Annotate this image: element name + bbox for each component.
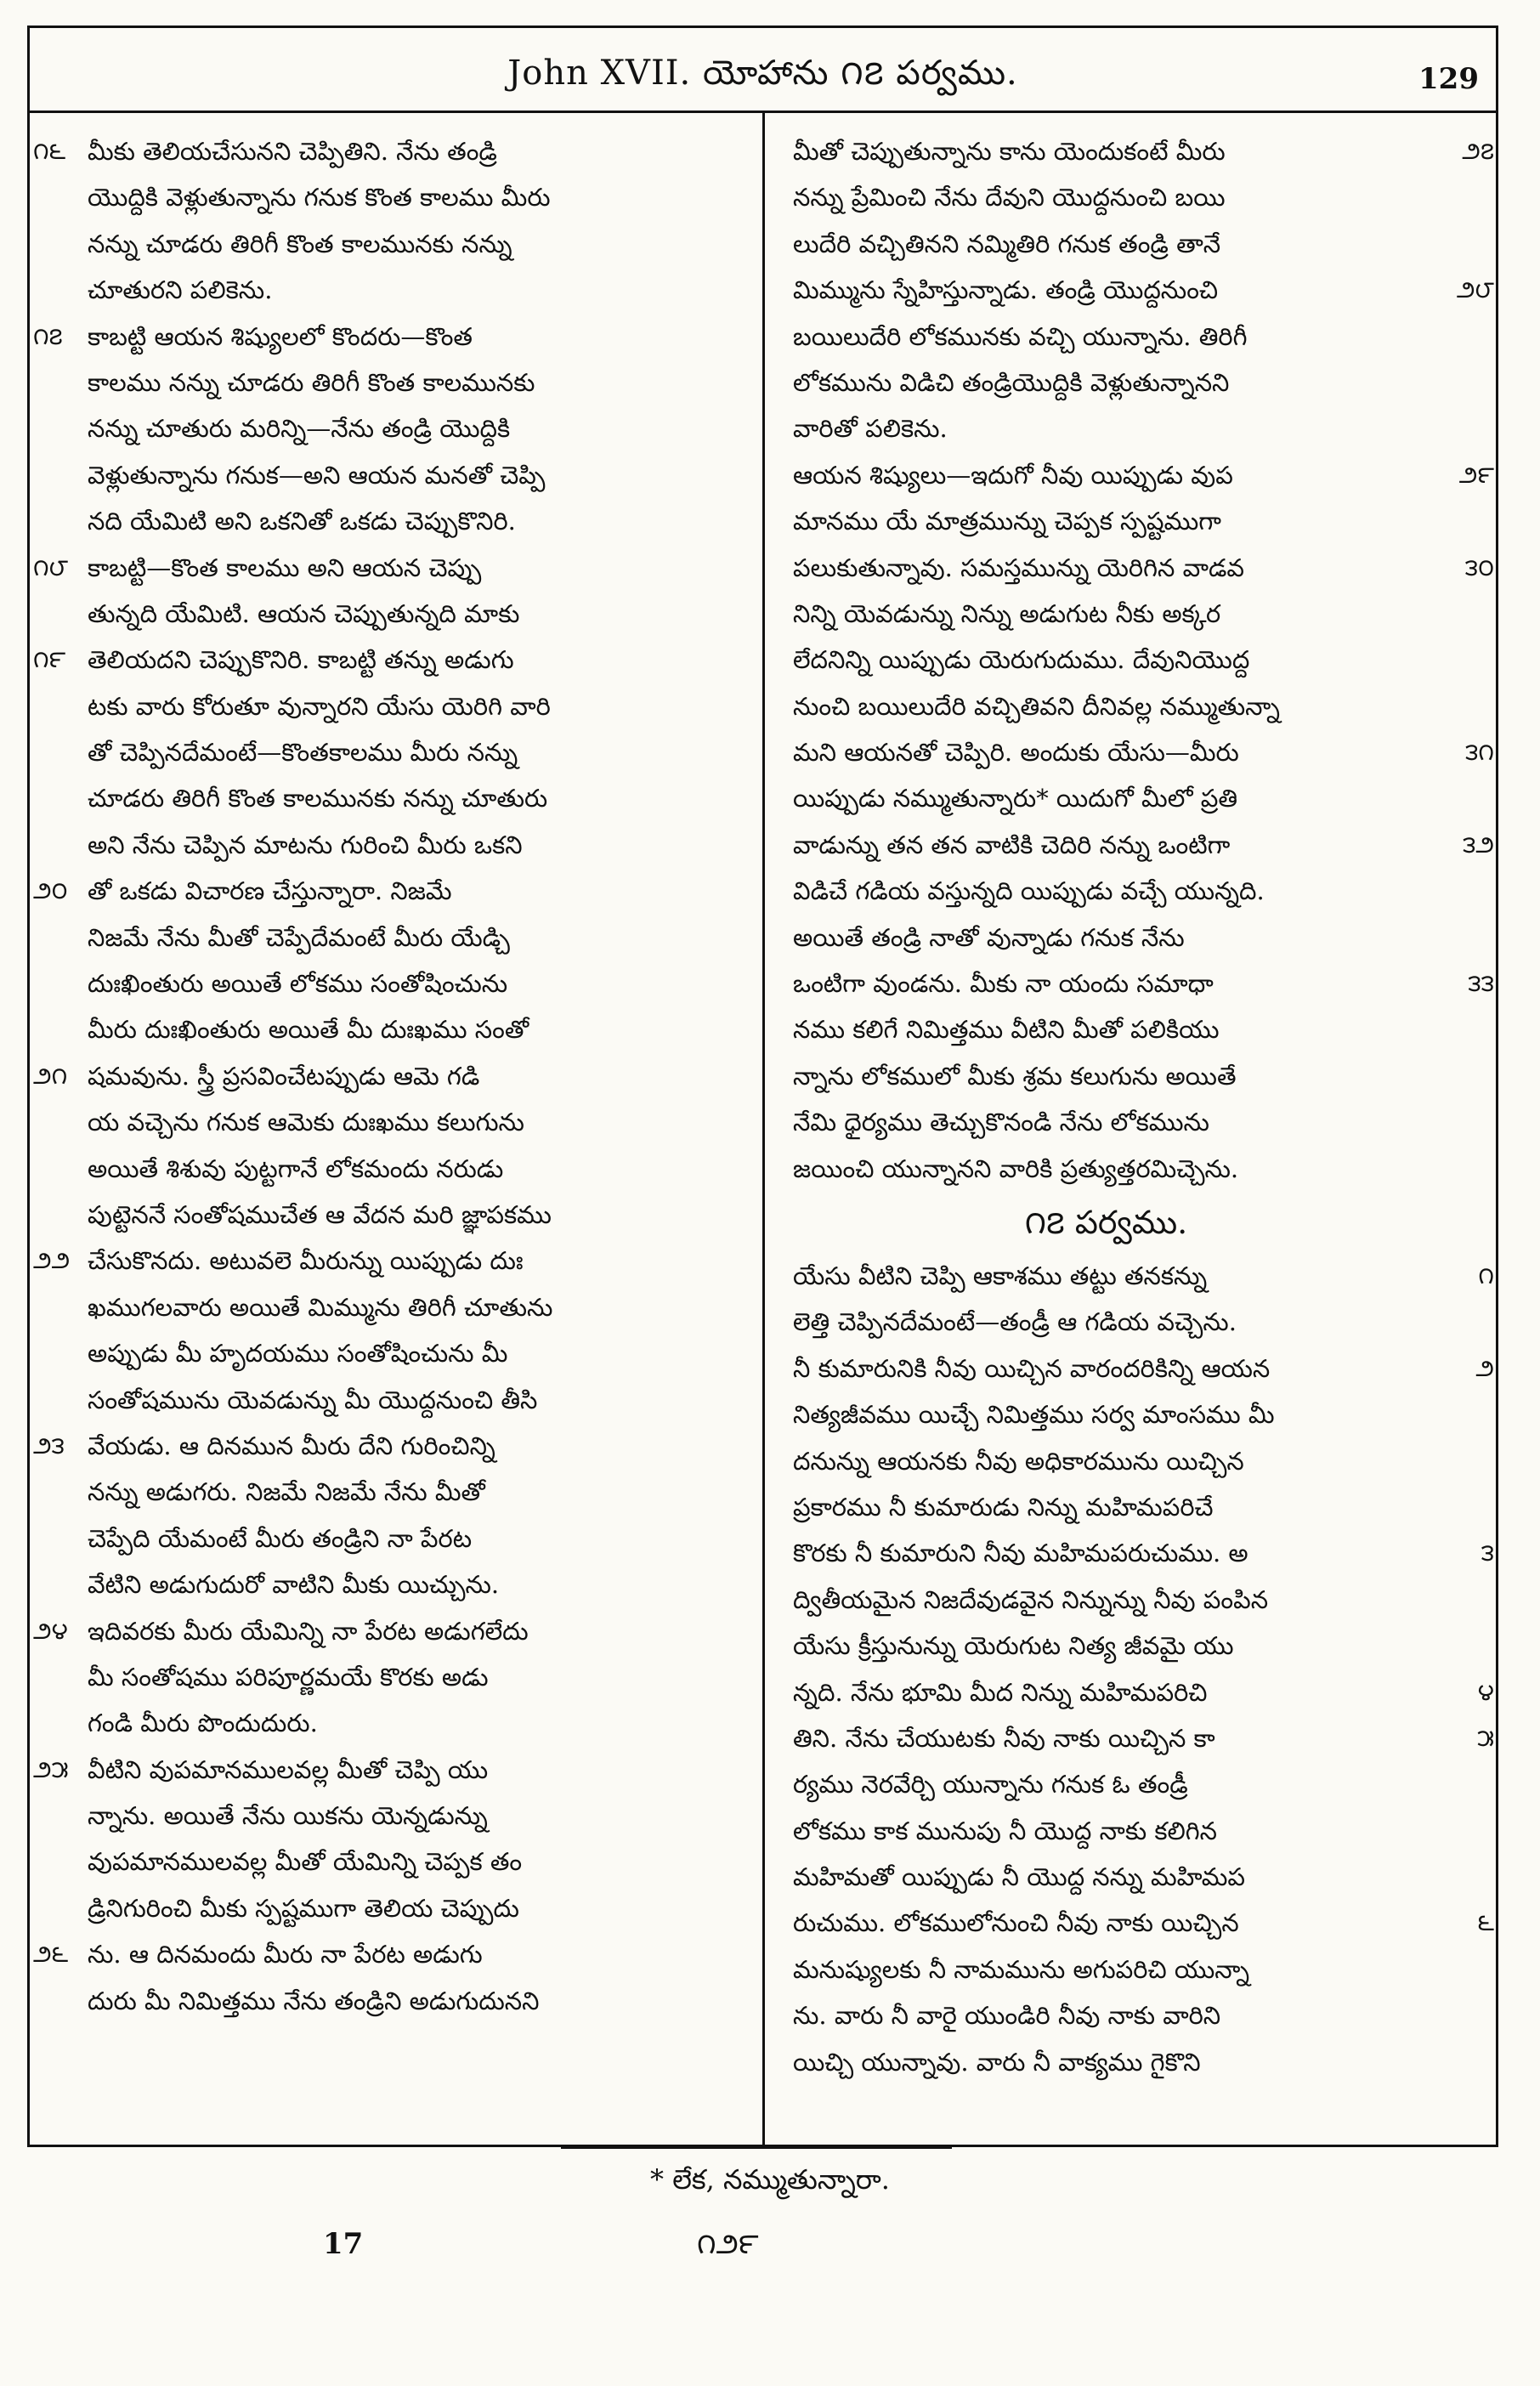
text-line (88, 961, 710, 1006)
text-line (88, 267, 710, 313)
line-text: మనుష్యులకు నీ నామమును అగుపరిచి యున్నా (793, 1954, 1249, 1984)
line-text: నుంచి బయిలుదేరి వచ్చితివని దీనివల్ల నమ్ముతున్నా (793, 691, 1280, 721)
line-text: యిప్పుడు నమ్ముతున్నారు* యిదుగో మీలో ప్రతి (793, 784, 1238, 813)
line-text: నది యేమిటి అని ఒకనితో ఒకడు చెప్పుకొనిరి. (88, 507, 516, 536)
line-text: ప్రకారము నీ కుమారుడు నిన్ను మహిమపరిచే (793, 1492, 1214, 1522)
verse-number: ౨ (1475, 1353, 1494, 1382)
text-line (793, 729, 1494, 775)
line-text: వాడున్ను తన తన వాటికి చెదిరి నన్ను ఒంటిగా (793, 830, 1231, 859)
text-line (88, 360, 710, 405)
line-text: నన్ను ప్రేమించి నేను దేవుని యొద్దనుంచి బయి (793, 183, 1226, 213)
line-text: కాబట్టి ఆయన శిష్యులలో కొందరు—కొంత (88, 321, 473, 351)
left-column (30, 113, 765, 2145)
line-text: ఆయన శిష్యులు—ఇదుగో నీవు యిప్పుడు వుప (793, 460, 1233, 490)
line-text: నిన్ని యెవడున్ను నిన్ను అడుగుట నీకు అక్కర (793, 598, 1221, 628)
line-text: ఇదివరకు మీరు యేమిన్ని నా పేరట అడుగలేదు (88, 1616, 529, 1646)
line-text: వుపమానములవల్ల మీతో యేమిన్ని చెప్పక తం (88, 1847, 523, 1877)
text-line (33, 1931, 710, 1977)
verse-number: ౩ (1481, 1539, 1494, 1567)
text-line (793, 868, 1419, 914)
text-line (793, 1053, 1419, 1099)
line-text: మని ఆయనతో చెప్పిరి. అందుకు యేసు—మీరు (793, 738, 1239, 768)
text-line (793, 1900, 1494, 1946)
line-text: అయితే తండ్రి నాతో వున్నాడు గనుక నేను (793, 922, 1185, 952)
verse-number: ౩౨ (1463, 830, 1494, 859)
line-text: వీటిని వుపమానములవల్ల మీతో చెప్పి యు (88, 1754, 489, 1784)
line-text: మీరు దుఃఖింతురు అయితే మీ దుఃఖము సంతో (88, 1015, 529, 1045)
line-text: యిచ్చి యున్నావు. వారు నీ వాక్యము గైకొని (793, 2047, 1201, 2077)
text-line (33, 1053, 710, 1099)
line-text: లేదనిన్ని యిప్పుడు యెరుగుదుము. దేవునియొద్ద (793, 645, 1250, 675)
line-text: న్నాను. అయితే నేను యికను యెన్నడున్ను (88, 1801, 488, 1831)
text-line (33, 314, 710, 360)
line-text: వెళ్లుతున్నాను గనుక—అని ఆయన మనతో చెప్పి (88, 460, 546, 490)
line-text: ను. వారు నీ వారై యుండిరి నీవు నాకు వారిని (793, 2001, 1221, 2031)
line-text: పుట్టెననే సంతోషముచేత ఆ వేదన మరి జ్ఞాపకము (88, 1199, 552, 1229)
text-line (88, 1377, 710, 1423)
line-text: డ్రినిగురించి మీకు స్పష్టముగా తెలియ చెప్పుదు (88, 1893, 519, 1923)
line-text: చూడరు తిరిగీ కొంత కాలమునకు నన్ను చూతురు (88, 784, 548, 813)
running-title: John XVII. యోహాను ౧౭ పర్వము. (507, 54, 1018, 93)
text-line (793, 1346, 1494, 1391)
text-line (88, 405, 710, 451)
text-line (793, 1715, 1494, 1761)
text-line (88, 591, 710, 637)
verse-number: ౧ (1478, 1261, 1494, 1289)
line-text: లోకమును విడిచి తండ్రియొద్దికి వెళ్లుతున్నానని (793, 367, 1230, 397)
right-column (767, 113, 1496, 2145)
line-text: నన్ను చూడరు తిరిగీ కొంత కాలమునకు నన్ను (88, 229, 512, 258)
line-text: నము కలిగే నిమిత్తము వీటిని మీతో పలికియు (793, 1015, 1220, 1045)
line-text: నీ కుమారునికి నీవు యిచ్చిన వారందరికిన్ని ఆయన (793, 1353, 1271, 1383)
text-line (33, 128, 710, 174)
text-line (88, 1192, 710, 1238)
line-text: కాలము నన్ను చూడరు తిరిగీ కొంత కాలమునకు (88, 367, 535, 397)
text-line (793, 961, 1494, 1006)
verse-number: ౨౩ (33, 1431, 65, 1459)
text-line (88, 822, 710, 868)
line-text: షమవును. స్త్రీ ప్రసవించేటప్పుడు ఆమె గడి (88, 1061, 480, 1091)
text-line (793, 1484, 1419, 1530)
line-text: వేయడు. ఆ దినమున మీరు దేని గురించిన్ని (88, 1431, 495, 1460)
verse-number: ౩౧ (1465, 738, 1494, 767)
line-text: చేసుకొనదు. అటువలె మీరున్ను యిప్పుడు దుః (88, 1246, 524, 1276)
page-frame (27, 26, 1498, 2147)
text-line (88, 1516, 710, 1561)
text-line (88, 683, 710, 729)
text-line (793, 1808, 1419, 1854)
line-text: ను. ఆ దినమందు మీరు నా పేరట అడుగు (88, 1940, 483, 1969)
text-line (88, 1146, 710, 1192)
text-line (793, 314, 1419, 360)
verse-number: ౬ (1477, 1908, 1494, 1937)
text-line (88, 729, 710, 775)
text-line (793, 1006, 1419, 1052)
text-line (793, 637, 1419, 683)
text-line (88, 221, 710, 267)
line-text: న్నది. నేను భూమి మీద నిన్ను మహిమపరిచి (793, 1677, 1208, 1707)
text-line (33, 1608, 710, 1654)
page-header (30, 28, 1496, 113)
verse-number: ౨౮ (1456, 275, 1494, 304)
line-text: నిజమే నేను మీతో చెప్పేదేమంటే మీరు యేడ్చి (88, 922, 510, 952)
verse-number: ౧౬ (33, 137, 66, 165)
line-text: యేసు క్రీస్తునున్ను యెరుగుట నిత్య జీవమై యు (793, 1631, 1234, 1661)
text-line (793, 1577, 1419, 1623)
text-line (88, 1885, 710, 1931)
text-line (793, 2039, 1419, 2085)
line-text: తో ఒకడు విచారణ చేస్తున్నారా. నిజమే (88, 876, 452, 906)
line-text: లోకము కాక మునుపు నీ యొద్ద నాకు కలిగిన (793, 1816, 1218, 1845)
text-line (88, 1330, 710, 1376)
verse-number: ౧౭ (33, 321, 63, 350)
verse-number: ౨౦ (33, 876, 68, 905)
line-text: మానము యే మాత్రమున్ను చెప్పక స్పష్టముగా (793, 507, 1222, 536)
line-text: చెప్పేది యేమంటే మీరు తండ్రిని నా పేరట (88, 1523, 473, 1553)
line-text: అని నేను చెప్పిన మాటను గురించి మీరు ఒకని (88, 830, 523, 859)
line-text: తో చెప్పినదేమంటే—కొంతకాలము మీరు నన్ను (88, 738, 518, 768)
line-text: తున్నది యేమిటి. ఆయన చెప్పుతున్నది మాకు (88, 598, 520, 628)
footnote: * లేక, నమ్ముతున్నారా. (650, 2163, 890, 2196)
right-column-text (793, 128, 1494, 2085)
line-text: చూతురని పలికెను. (88, 275, 273, 305)
line-text: ర్యము నెరవేర్చి యున్నాను గనుక ఓ తండ్రీ (793, 1770, 1188, 1799)
signature-mark: 17 (323, 2227, 364, 2261)
line-text: సంతోషమును యెవడున్ను మీ యొద్దనుంచి తీసి (88, 1385, 538, 1414)
text-line (793, 1947, 1419, 1992)
text-line (793, 545, 1494, 591)
line-text: నన్ను అడుగరు. నిజమే నిజమే నేను మీతో (88, 1477, 485, 1507)
line-text: యేసు వీటిని చెప్పి ఆకాశము తట్టు తనకన్ను (793, 1261, 1208, 1290)
line-text: కొరకు నీ కుమారుని నీవు మహిమపరుచుము. అ (793, 1539, 1248, 1568)
line-text: వారితో పలికెను. (793, 414, 948, 444)
verse-number: ౨౬ (33, 1940, 69, 1969)
text-line (793, 775, 1419, 821)
line-text: కాబట్టి—కొంత కాలము అని ఆయన చెప్పు (88, 553, 482, 582)
text-line (33, 545, 710, 591)
chapter-heading: ౧౭ పర్వము. (1024, 1203, 1188, 1241)
text-line (793, 915, 1419, 961)
line-text: లెత్తి చెప్పినదేమంటే—తండ్రీ ఆ గడియ వచ్చెను. (793, 1307, 1237, 1337)
line-text: మీతో చెప్పుతున్నాను కాను యెందుకంటే మీరు (793, 137, 1226, 166)
verse-number: ౧౮ (33, 553, 69, 581)
text-line (793, 128, 1494, 174)
text-line (88, 1284, 710, 1330)
text-line (793, 1761, 1419, 1807)
text-line (793, 267, 1494, 313)
text-line (88, 1700, 710, 1746)
verse-number: ౩౩ (1468, 969, 1494, 998)
verse-number: ౨౯ (1458, 460, 1494, 489)
line-text: మిమ్మును స్నేహిస్తున్నాడు. తండ్రి యొద్దనుంచి (793, 275, 1219, 305)
line-text: తెలియదని చెప్పుకొనిరి. కాబట్టి తన్ను అడుగు (88, 645, 514, 675)
text-line (33, 637, 710, 683)
text-line (88, 452, 710, 498)
text-line (88, 1839, 710, 1884)
line-text: న్నాను లోకములో మీకు శ్రమ కలుగును అయితే (793, 1061, 1237, 1091)
left-column-text (33, 128, 710, 2024)
text-line (88, 915, 710, 961)
line-text: ద్వితీయమైన నిజదేవుడవైన నిన్నున్ను నీవు పంపిన (793, 1584, 1269, 1614)
page-number: 129 (1418, 62, 1479, 96)
line-text: నన్ను చూతురు మరిన్ని—నేను తండ్రి యొద్దికి (88, 414, 511, 444)
verse-number: ౨౪ (33, 1616, 68, 1645)
text-line (33, 1423, 710, 1469)
verse-number: ౨౨ (33, 1246, 71, 1275)
text-line (33, 1238, 710, 1284)
text-line (793, 360, 1419, 405)
text-line (88, 174, 710, 220)
line-text: య వచ్చెను గనుక ఆమెకు దుఃఖము కలుగును (88, 1108, 524, 1137)
text-line (793, 1992, 1419, 2038)
text-line (88, 1469, 710, 1515)
line-text: యొద్దికి వెళ్లుతున్నాను గనుక కొంత కాలము మీరు (88, 183, 551, 213)
verse-number: ౩౦ (1464, 553, 1494, 581)
text-line (793, 1854, 1419, 1900)
line-text: లుదేరి వచ్చితినని నమ్మితిరి గనుక తండ్రి తానే (793, 229, 1221, 258)
text-line (88, 1978, 710, 2024)
text-line (793, 221, 1419, 267)
line-text: విడిచే గడియ వస్తున్నది యిప్పుడు వచ్చే యున్నది. (793, 876, 1265, 906)
text-line (88, 498, 710, 544)
text-line (793, 1391, 1419, 1437)
line-text: తిని. నేను చేయుటకు నీవు నాకు యిచ్చిన కా (793, 1723, 1215, 1753)
line-text: దనున్ను ఆయనకు నీవు అధికారమును యిచ్చిన (793, 1446, 1244, 1476)
verse-number: ౨౭ (1462, 137, 1494, 165)
text-line (88, 775, 710, 821)
line-text: బయిలుదేరి లోకమునకు వచ్చి యున్నాను. తిరిగీ (793, 321, 1248, 351)
line-text: నిత్యజీవము యిచ్చే నిమిత్తము సర్వ మాంసము మీ (793, 1400, 1275, 1430)
line-text: మీకు తెలియచేసునని చెప్పితిని. నేను తండ్రి (88, 137, 497, 166)
line-text: ఖముగలవారు అయితే మిమ్మును తిరిగీ చూతును (88, 1292, 553, 1322)
text-line (88, 1793, 710, 1839)
line-text: జయించి యున్నానని వారికి ప్రత్యుత్తరమిచ్చెను. (793, 1153, 1239, 1183)
line-text: వేటిని అడుగుదురో వాటిని మీకు యిచ్చును. (88, 1570, 500, 1600)
text-line (88, 1561, 710, 1607)
verse-number: ౧౯ (33, 645, 66, 674)
text-line (793, 1623, 1419, 1669)
text-line (33, 1747, 710, 1793)
line-text: మహిమతో యిప్పుడు నీ యొద్ద నన్ను మహిమప (793, 1862, 1246, 1892)
text-line (793, 683, 1419, 729)
verse-number: ౨౫ (33, 1754, 69, 1783)
text-line (793, 1099, 1419, 1145)
text-line (793, 1438, 1419, 1484)
text-line (793, 1669, 1494, 1715)
text-line (793, 452, 1494, 498)
text-line (793, 591, 1419, 637)
folio-number: ౧౨౯ (697, 2227, 759, 2261)
line-text: దుఃఖింతురు అయితే లోకము సంతోషించును (88, 969, 508, 999)
text-line (793, 1146, 1419, 1192)
line-text: ఒంటిగా వుండను. మీకు నా యందు సమాధా (793, 969, 1214, 999)
text-line (793, 1299, 1419, 1345)
verse-number: ౨౧ (33, 1061, 68, 1090)
text-line (793, 1530, 1494, 1576)
line-text: రుచుము. లోకములోనుంచి నీవు నాకు యిచ్చిన (793, 1908, 1239, 1938)
text-line (88, 1654, 710, 1700)
text-line (33, 868, 710, 914)
line-text: మీ సంతోషము పరిపూర్ణమయే కొరకు అడు (88, 1662, 489, 1692)
text-line (793, 498, 1419, 544)
line-text: గండి మీరు పొందుదురు. (88, 1709, 318, 1738)
text-line (793, 405, 1419, 451)
verse-number: ౪ (1477, 1677, 1494, 1706)
verse-number: ౫ (1477, 1723, 1494, 1752)
line-text: దురు మీ నిమిత్తము నేను తండ్రిని అడుగుదునని (88, 1986, 540, 2015)
line-text: నేమి ధైర్యము తెచ్చుకొనండి నేను లోకమును (793, 1108, 1209, 1137)
text-line (793, 822, 1494, 868)
text-line (88, 1099, 710, 1145)
text-line (88, 1006, 710, 1052)
line-text: అప్పుడు మీ హృదయము సంతోషించును మీ (88, 1339, 508, 1369)
line-text: టకు వారు కోరుతూ వున్నారని యేసు యెరిగి వారి (88, 691, 551, 721)
text-line (793, 174, 1419, 220)
line-text: పలుకుతున్నావు. సమస్తమున్ను యెరిగిన వాడవ (793, 553, 1245, 582)
footnote-rule (561, 2146, 952, 2149)
line-text: అయితే శిశువు పుట్టగానే లోకమందు నరుడు (88, 1153, 504, 1183)
text-line (793, 1253, 1494, 1299)
